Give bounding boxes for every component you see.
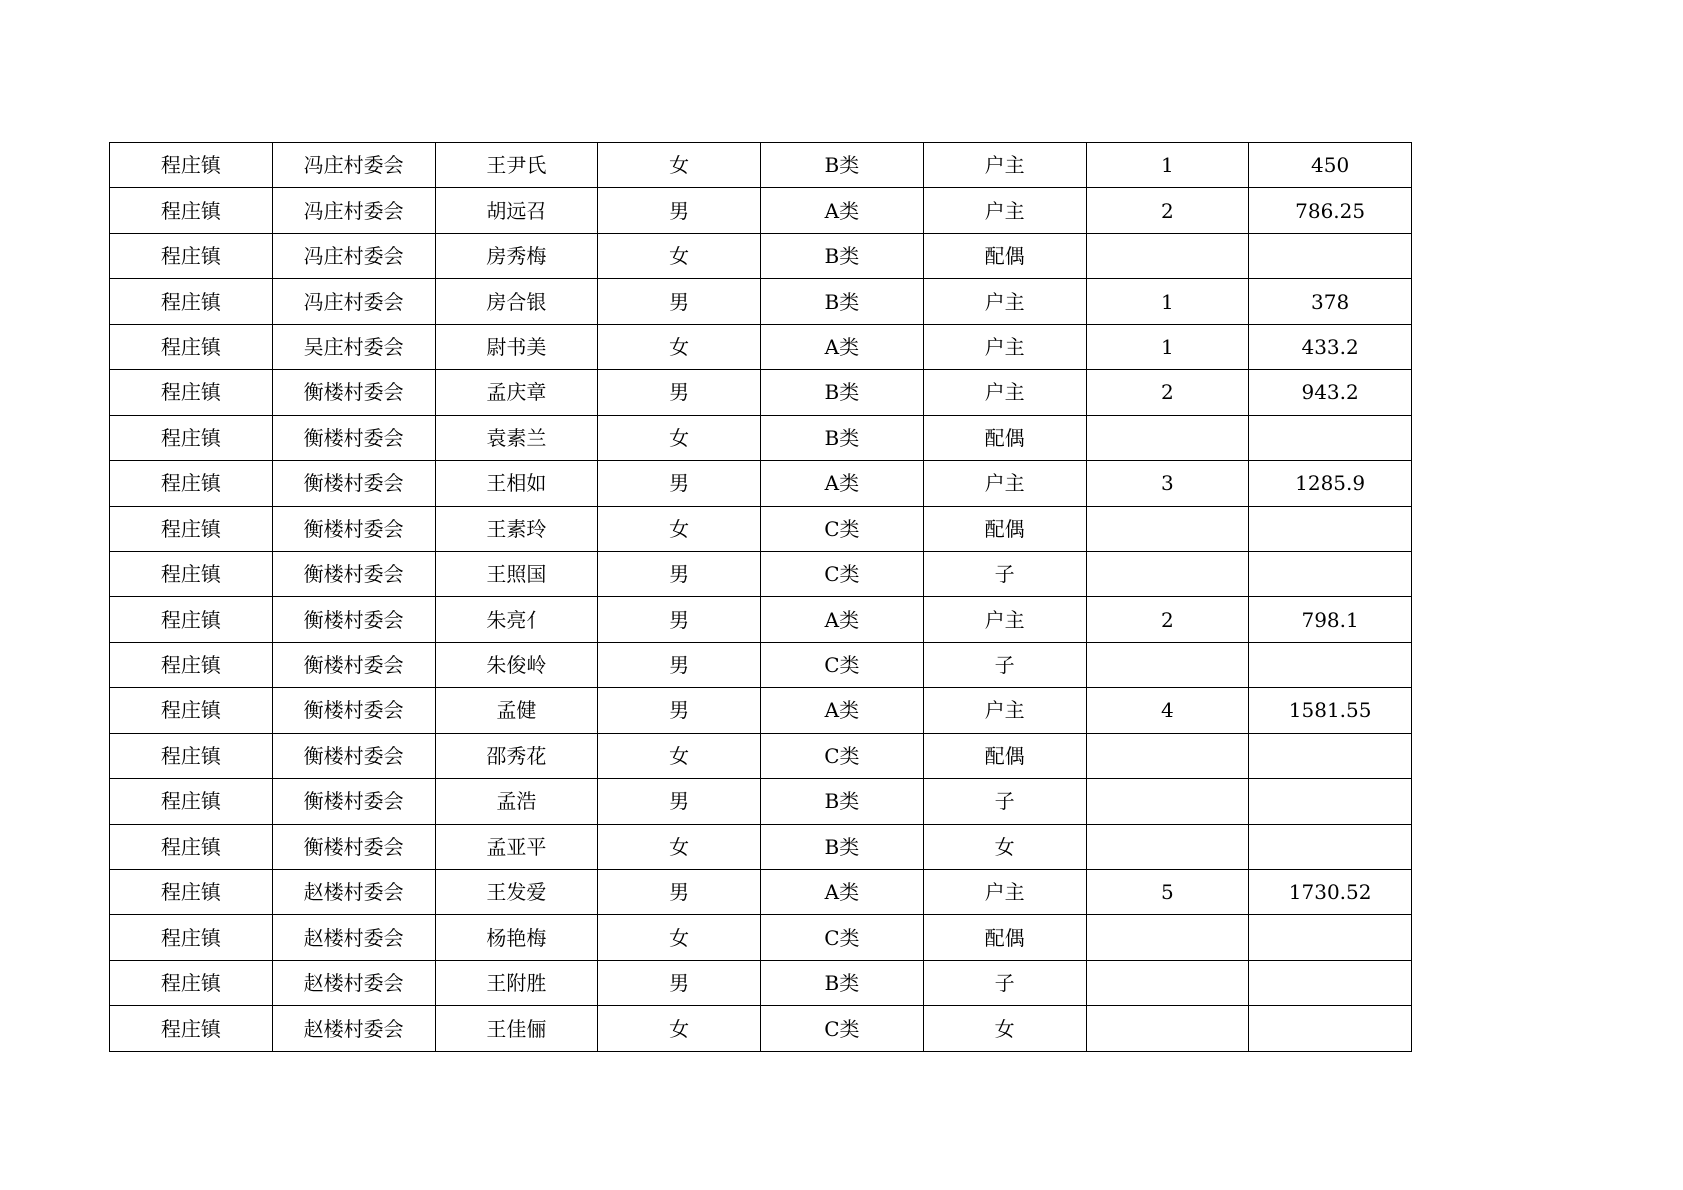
cell-village: 衡楼村委会: [272, 597, 435, 642]
cell-name: 王附胜: [435, 960, 598, 1005]
cell-town: 程庄镇: [110, 415, 273, 460]
cell-village: 衡楼村委会: [272, 461, 435, 506]
cell-town: 程庄镇: [110, 233, 273, 278]
cell-gender: 女: [598, 143, 761, 188]
cell-name: 王素玲: [435, 506, 598, 551]
cell-relation: 子: [923, 960, 1086, 1005]
cell-gender: 男: [598, 551, 761, 596]
cell-category: A类: [761, 870, 924, 915]
cell-name: 孟浩: [435, 779, 598, 824]
cell-category: C类: [761, 551, 924, 596]
cell-amount: 1730.52: [1249, 870, 1412, 915]
cell-amount: 450: [1249, 143, 1412, 188]
cell-household-size: 1: [1086, 324, 1249, 369]
cell-household-size: [1086, 1006, 1249, 1052]
cell-village: 冯庄村委会: [272, 188, 435, 233]
cell-name: 王发爱: [435, 870, 598, 915]
cell-category: A类: [761, 688, 924, 733]
cell-village: 赵楼村委会: [272, 960, 435, 1005]
cell-town: 程庄镇: [110, 143, 273, 188]
cell-name: 孟亚平: [435, 824, 598, 869]
cell-amount: 786.25: [1249, 188, 1412, 233]
table-row: [110, 642, 1412, 687]
cell-town: 程庄镇: [110, 915, 273, 960]
cell-relation: 子: [923, 779, 1086, 824]
document-page: [109, 142, 1411, 1052]
cell-town: 程庄镇: [110, 779, 273, 824]
table-body: [110, 143, 1412, 1052]
cell-amount: 1581.55: [1249, 688, 1412, 733]
cell-category: B类: [761, 824, 924, 869]
cell-amount: 798.1: [1249, 597, 1412, 642]
cell-category: B类: [761, 779, 924, 824]
cell-town: 程庄镇: [110, 688, 273, 733]
cell-name: 杨艳梅: [435, 915, 598, 960]
cell-household-size: [1086, 733, 1249, 778]
cell-category: C类: [761, 1006, 924, 1052]
cell-relation: 子: [923, 551, 1086, 596]
cell-village: 赵楼村委会: [272, 1006, 435, 1052]
cell-relation: 户主: [923, 688, 1086, 733]
cell-category: B类: [761, 233, 924, 278]
cell-household-size: 4: [1086, 688, 1249, 733]
cell-relation: 户主: [923, 279, 1086, 324]
cell-relation: 配偶: [923, 915, 1086, 960]
cell-town: 程庄镇: [110, 461, 273, 506]
cell-gender: 男: [598, 960, 761, 1005]
table-row: [110, 870, 1412, 915]
cell-gender: 男: [598, 870, 761, 915]
cell-village: 赵楼村委会: [272, 870, 435, 915]
cell-relation: 户主: [923, 870, 1086, 915]
cell-town: 程庄镇: [110, 733, 273, 778]
cell-relation: 户主: [923, 461, 1086, 506]
cell-household-size: 2: [1086, 370, 1249, 415]
cell-town: 程庄镇: [110, 551, 273, 596]
cell-name: 袁素兰: [435, 415, 598, 460]
table-row: [110, 1006, 1412, 1052]
cell-name: 王相如: [435, 461, 598, 506]
cell-name: 孟健: [435, 688, 598, 733]
cell-amount: [1249, 551, 1412, 596]
cell-village: 衡楼村委会: [272, 506, 435, 551]
cell-relation: 户主: [923, 324, 1086, 369]
cell-gender: 男: [598, 461, 761, 506]
cell-gender: 男: [598, 597, 761, 642]
cell-amount: [1249, 733, 1412, 778]
cell-household-size: [1086, 960, 1249, 1005]
cell-household-size: 1: [1086, 143, 1249, 188]
cell-gender: 女: [598, 733, 761, 778]
cell-town: 程庄镇: [110, 1006, 273, 1052]
cell-gender: 男: [598, 779, 761, 824]
cell-gender: 男: [598, 688, 761, 733]
cell-relation: 女: [923, 824, 1086, 869]
cell-category: B类: [761, 279, 924, 324]
table-row: [110, 324, 1412, 369]
cell-household-size: [1086, 233, 1249, 278]
table-row: [110, 960, 1412, 1005]
cell-town: 程庄镇: [110, 188, 273, 233]
table-row: [110, 188, 1412, 233]
cell-village: 衡楼村委会: [272, 779, 435, 824]
cell-category: A类: [761, 324, 924, 369]
cell-village: 赵楼村委会: [272, 915, 435, 960]
table-row: [110, 733, 1412, 778]
cell-gender: 男: [598, 642, 761, 687]
cell-gender: 女: [598, 915, 761, 960]
table-row: [110, 506, 1412, 551]
cell-category: C类: [761, 733, 924, 778]
cell-household-size: [1086, 824, 1249, 869]
cell-relation: 户主: [923, 188, 1086, 233]
cell-category: B类: [761, 143, 924, 188]
cell-household-size: [1086, 915, 1249, 960]
cell-town: 程庄镇: [110, 370, 273, 415]
table-row: [110, 279, 1412, 324]
table-row: [110, 461, 1412, 506]
cell-village: 衡楼村委会: [272, 733, 435, 778]
cell-town: 程庄镇: [110, 824, 273, 869]
cell-amount: [1249, 415, 1412, 460]
cell-amount: [1249, 1006, 1412, 1052]
table-row: [110, 370, 1412, 415]
cell-amount: [1249, 779, 1412, 824]
cell-name: 孟庆章: [435, 370, 598, 415]
cell-town: 程庄镇: [110, 870, 273, 915]
cell-name: 尉书美: [435, 324, 598, 369]
cell-town: 程庄镇: [110, 960, 273, 1005]
cell-gender: 男: [598, 370, 761, 415]
cell-amount: 943.2: [1249, 370, 1412, 415]
cell-household-size: 3: [1086, 461, 1249, 506]
cell-village: 衡楼村委会: [272, 551, 435, 596]
cell-town: 程庄镇: [110, 324, 273, 369]
cell-amount: 433.2: [1249, 324, 1412, 369]
household-roster-table: [109, 142, 1412, 1052]
cell-household-size: 5: [1086, 870, 1249, 915]
cell-gender: 男: [598, 188, 761, 233]
cell-name: 王佳俪: [435, 1006, 598, 1052]
cell-relation: 户主: [923, 370, 1086, 415]
cell-gender: 女: [598, 324, 761, 369]
cell-relation: 配偶: [923, 733, 1086, 778]
cell-household-size: [1086, 506, 1249, 551]
cell-amount: [1249, 960, 1412, 1005]
cell-amount: 1285.9: [1249, 461, 1412, 506]
cell-amount: [1249, 506, 1412, 551]
cell-name: 王照国: [435, 551, 598, 596]
cell-town: 程庄镇: [110, 506, 273, 551]
table-row: [110, 597, 1412, 642]
cell-village: 冯庄村委会: [272, 279, 435, 324]
table-row: [110, 143, 1412, 188]
cell-category: A类: [761, 188, 924, 233]
cell-town: 程庄镇: [110, 642, 273, 687]
cell-amount: 378: [1249, 279, 1412, 324]
cell-name: 房合银: [435, 279, 598, 324]
cell-name: 胡远召: [435, 188, 598, 233]
cell-category: B类: [761, 370, 924, 415]
table-row: [110, 779, 1412, 824]
cell-village: 冯庄村委会: [272, 143, 435, 188]
cell-name: 朱亮亻: [435, 597, 598, 642]
cell-name: 王尹氏: [435, 143, 598, 188]
cell-household-size: [1086, 779, 1249, 824]
cell-village: 衡楼村委会: [272, 642, 435, 687]
cell-gender: 女: [598, 506, 761, 551]
cell-category: A类: [761, 461, 924, 506]
cell-gender: 女: [598, 1006, 761, 1052]
cell-town: 程庄镇: [110, 279, 273, 324]
cell-village: 吴庄村委会: [272, 324, 435, 369]
cell-category: B类: [761, 415, 924, 460]
cell-category: A类: [761, 597, 924, 642]
cell-village: 衡楼村委会: [272, 688, 435, 733]
cell-relation: 户主: [923, 597, 1086, 642]
cell-village: 冯庄村委会: [272, 233, 435, 278]
cell-amount: [1249, 233, 1412, 278]
cell-amount: [1249, 642, 1412, 687]
cell-gender: 女: [598, 824, 761, 869]
cell-amount: [1249, 824, 1412, 869]
table-row: [110, 551, 1412, 596]
cell-name: 朱俊岭: [435, 642, 598, 687]
table-row: [110, 915, 1412, 960]
cell-relation: 配偶: [923, 506, 1086, 551]
cell-household-size: 2: [1086, 597, 1249, 642]
table-row: [110, 415, 1412, 460]
cell-relation: 子: [923, 642, 1086, 687]
cell-household-size: [1086, 642, 1249, 687]
cell-name: 房秀梅: [435, 233, 598, 278]
cell-household-size: [1086, 415, 1249, 460]
cell-amount: [1249, 915, 1412, 960]
cell-category: C类: [761, 506, 924, 551]
cell-gender: 女: [598, 415, 761, 460]
cell-relation: 户主: [923, 143, 1086, 188]
cell-gender: 女: [598, 233, 761, 278]
table-row: [110, 824, 1412, 869]
cell-relation: 女: [923, 1006, 1086, 1052]
cell-name: 邵秀花: [435, 733, 598, 778]
cell-village: 衡楼村委会: [272, 824, 435, 869]
cell-village: 衡楼村委会: [272, 370, 435, 415]
cell-category: C类: [761, 642, 924, 687]
cell-household-size: [1086, 551, 1249, 596]
cell-gender: 男: [598, 279, 761, 324]
cell-town: 程庄镇: [110, 597, 273, 642]
cell-category: C类: [761, 915, 924, 960]
cell-village: 衡楼村委会: [272, 415, 435, 460]
cell-household-size: 2: [1086, 188, 1249, 233]
cell-household-size: 1: [1086, 279, 1249, 324]
table-row: [110, 688, 1412, 733]
cell-category: B类: [761, 960, 924, 1005]
cell-relation: 配偶: [923, 233, 1086, 278]
cell-relation: 配偶: [923, 415, 1086, 460]
table-row: [110, 233, 1412, 278]
